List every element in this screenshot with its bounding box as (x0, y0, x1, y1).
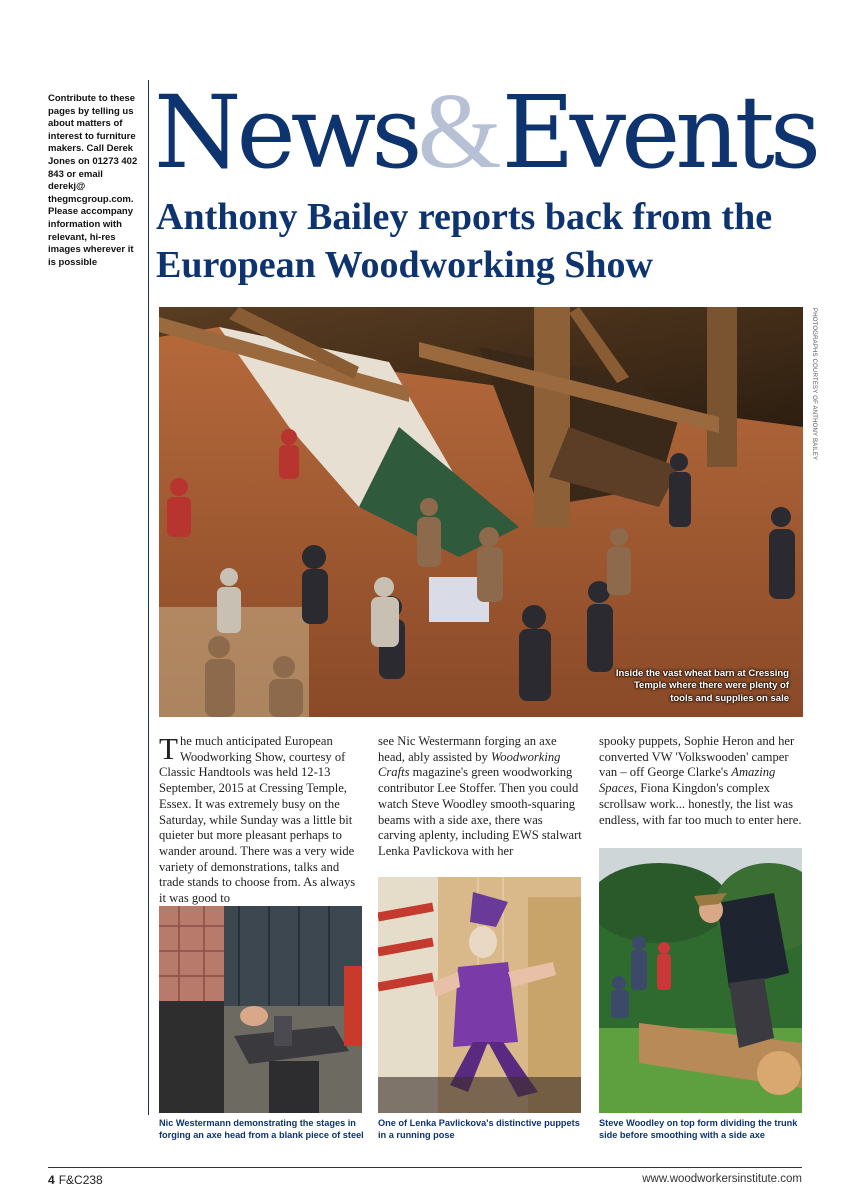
article-column-2 (378, 734, 583, 860)
section-masthead (154, 72, 817, 192)
hero-photo (159, 307, 803, 717)
issue-code: F&C238 (58, 1173, 103, 1187)
column-1-text: he much anticipated European Woodworking Show, courtesy of Classic Handtools was held 12-13 September, 2015 at Cressing Temple, Essex. It was extremely busy on the Saturday, while Sunday was a little bit quieter but more pleasant perhaps to wander around. There was a very wide variety of demonstrations, talks and trade stands to choose from. As always it was good to (159, 734, 356, 906)
beam-squaring-illustration (599, 848, 802, 1113)
barn-interior-illustration (159, 307, 803, 717)
beam-caption: Steve Woodley on top form dividing the trunk side before smoothing with a side axe (599, 1118, 798, 1140)
footer-rule (48, 1167, 802, 1168)
forge-photo (159, 906, 362, 1113)
drop-cap: T (159, 731, 178, 766)
contribute-note: Contribute to these pages by telling us about matters of interest to furniture makers. Call Derek Jones on 01273 402 843 or email derekj@ thegmcgroup.com. Please accompany information with relevant, hi-res images wherever it is possible (48, 93, 138, 268)
puppet-caption: One of Lenka Pavlickova's distinctive puppets in a running pose (378, 1118, 580, 1140)
magazine-title: Woodworking Crafts (378, 749, 561, 780)
vertical-divider (148, 80, 149, 1115)
masthead-events: Events (501, 74, 817, 191)
forging-illustration (159, 906, 362, 1113)
masthead-news: News (154, 74, 418, 191)
article-column-3 (599, 734, 804, 828)
article-headline: Anthony Bailey reports back from the European Woodworking Show (156, 196, 773, 286)
column-3-text-b: , Fiona Kingdon's complex scrollsaw work... honestly, the list was endless, with far too much to enter here. (599, 781, 802, 827)
beam-photo (599, 848, 802, 1113)
puppet-photo (378, 877, 581, 1113)
article-column-1 (159, 731, 364, 907)
puppet-illustration (378, 877, 581, 1113)
photo-credit: PHOTOGRAPHS COURTESY OF ANTHONY BAILEY (811, 308, 817, 461)
masthead-ampersand: & (417, 72, 502, 191)
column-2-text-b: magazine's green woodworking contributor Lee Stoffer. Then you could watch Steve Woodley smooth-squaring beams with a side axe, there was carving aplenty, including EWS stalwart Lenka Pavlickova with her (378, 765, 582, 858)
hero-caption: Inside the vast wheat barn at Cressing Temple where there were plenty of tools and supplies on sale (615, 667, 789, 704)
page-number: 4 (48, 1173, 55, 1187)
forge-caption: Nic Westermann demonstrating the stages in forging an axe head from a blank piece of steel (159, 1118, 364, 1140)
column-3-text-a: spooky puppets, Sophie Heron and her converted VW 'Volkswooden' camper van – off George Clarke's (599, 734, 795, 780)
page-folio (48, 1173, 103, 1187)
tv-show-title: Amazing Spaces (599, 765, 776, 796)
column-2-text-a: see Nic Westermann forging an axe head, ably assisted by (378, 734, 557, 764)
website-url[interactable]: www.woodworkersinstitute.com (642, 1173, 802, 1185)
